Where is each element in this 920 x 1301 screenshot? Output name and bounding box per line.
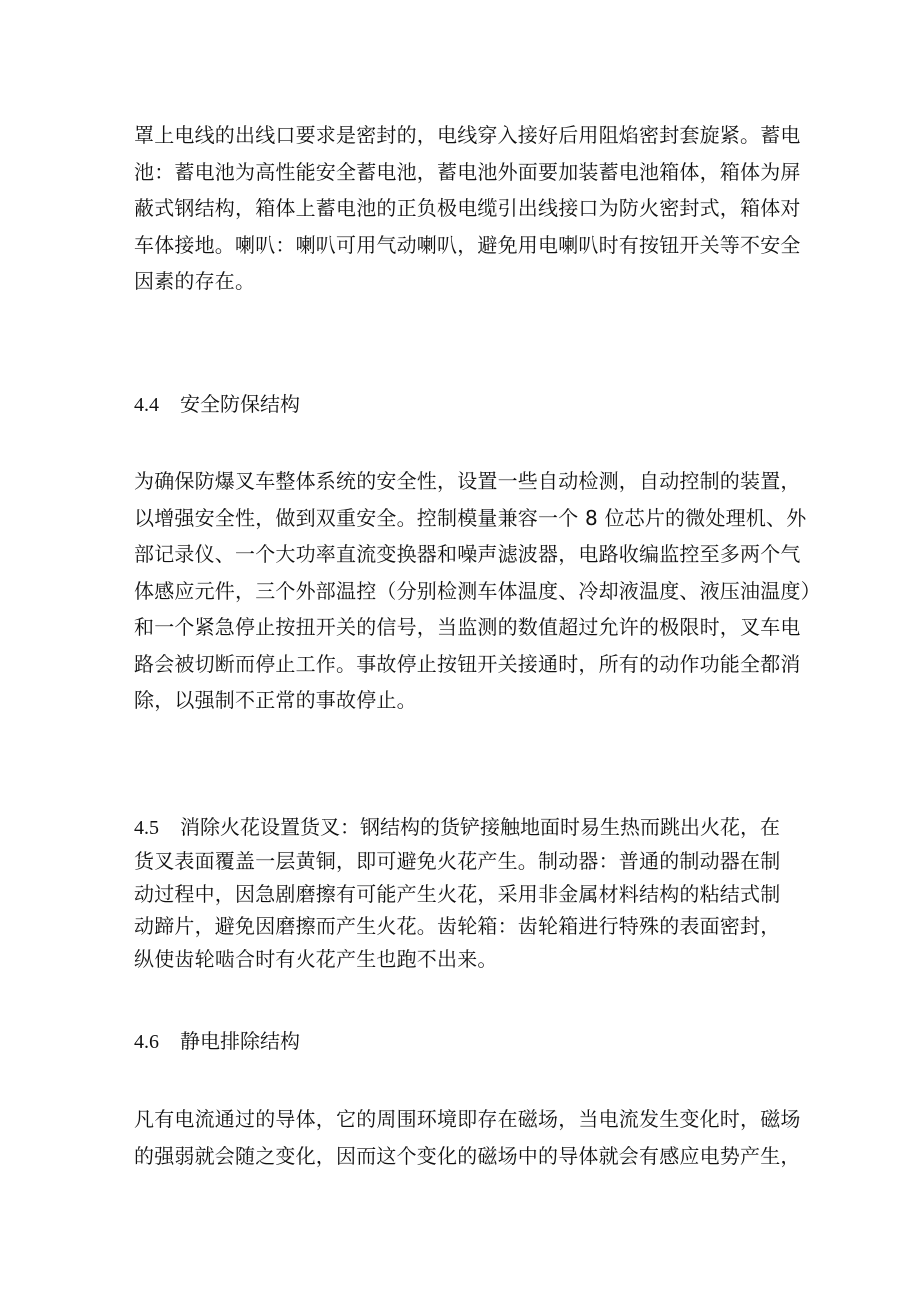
text-line: 除，以强制不正常的事故停止。	[134, 688, 417, 712]
text-line: 纵使齿轮啮合时有火花产生也跑不出来。	[134, 946, 498, 971]
section-heading-4-5	[134, 809, 780, 846]
text-line: 为确保防爆叉车整体系统的安全性，设置一些自动检测，自动控制的装置，	[134, 469, 801, 493]
text-line: 因素的存在。	[134, 269, 256, 293]
text-line: 以增强安全性，做到双重安全。控制模量兼容一个 8 位芯片的微处理机、外	[134, 505, 807, 530]
text-line: 动过程中，因急剧磨擦有可能产生火花，采用非金属材料结构的粘结式制	[134, 881, 781, 906]
section-number: 4.5	[134, 817, 159, 839]
section-heading-4-6	[134, 1023, 300, 1060]
text-line: 池：蓄电池为高性能安全蓄电池，蓄电池外面要加装蓄电池箱体，箱体为屏	[134, 159, 801, 184]
section-heading-4-4	[134, 386, 300, 423]
text-line: 货叉表面覆盖一层黄铜，即可避免火花产生。制动器：普通的制动器在制	[134, 849, 781, 873]
text-line: 动蹄片，避免因磨擦而产生火花。齿轮箱：齿轮箱进行特殊的表面密封，	[134, 914, 781, 938]
section-number: 4.4	[134, 394, 159, 416]
paragraph-electrical	[134, 117, 814, 300]
text-line: 罩上电线的出线口要求是密封的，电线穿入接好后用阻焰密封套旋紧。蓄电	[134, 123, 801, 147]
text-line: 车体接地。喇叭：喇叭可用气动喇叭，避免用电喇叭时有按钮开关等不安全	[134, 232, 801, 257]
text-line: 凡有电流通过的导体，它的周围环境即存在磁场，当电流发生变化时，磁场	[134, 1107, 801, 1131]
text-line: 部记录仪、一个大功率直流变换器和噪声滤波器，电路收编监控至多两个气	[134, 542, 801, 566]
text-line: 路会被切断而停止工作。事故停止按钮开关接通时，所有的动作功能全都消	[134, 651, 801, 676]
section-title: 静电排除结构	[180, 1029, 300, 1053]
section-number: 4.6	[134, 1031, 159, 1053]
section-first-line: 消除火花设置货叉：钢结构的货铲接触地面时易生热而跳出火花，在	[180, 815, 780, 839]
text-line: 和一个紧急停止按扭开关的信号，当监测的数值超过允许的极限时，叉车电	[134, 615, 801, 639]
text-line: 体感应元件，三个外部温控（分别检测车体温度、冷却液温度、液压油温度）	[134, 578, 821, 603]
paragraph-safety	[134, 463, 821, 719]
text-line: 蔽式钢结构，箱体上蓄电池的正负极电缆引出线接口为防火密封式，箱体对	[134, 196, 801, 220]
paragraph-spark	[134, 845, 814, 975]
text-line: 的强弱就会随之变化，因而这个变化的磁场中的导体就会有感应电势产生，	[134, 1143, 801, 1168]
paragraph-static	[134, 1101, 814, 1174]
section-title: 安全防保结构	[180, 392, 300, 416]
